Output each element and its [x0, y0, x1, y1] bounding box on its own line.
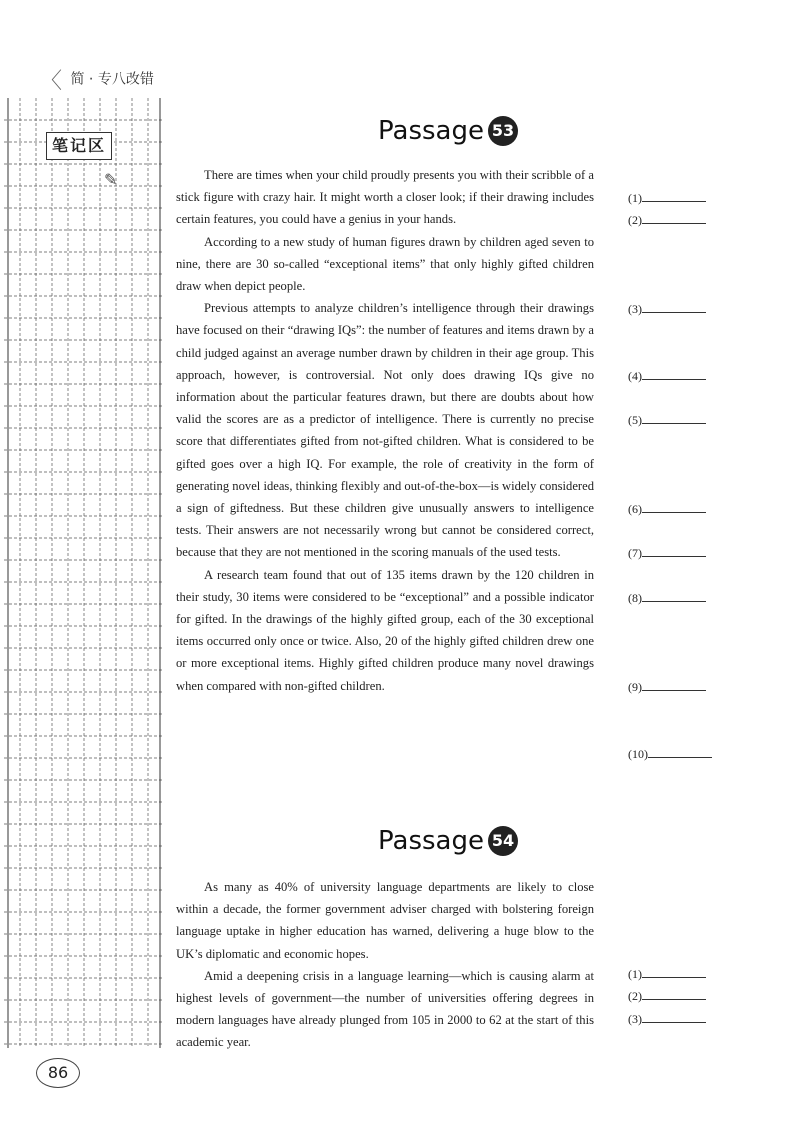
answer-blank[interactable]: (1) [628, 191, 706, 206]
paragraph: According to a new study of human figures drawn by children aged seven to nine, there are 30 so-called “exceptional items” that only highly gifted children draw when depict people. [176, 234, 594, 294]
chevron-left-icon: 〈 [40, 69, 63, 94]
passage-number-badge: 53 [488, 116, 518, 146]
answer-blank[interactable]: (3) [628, 302, 706, 317]
passage-title-label: Passage [378, 826, 484, 856]
pencil-icon: ✎ [104, 172, 118, 189]
paragraph: Amid a deepening crisis in a language learning—which is causing alarm at highest levels of government—the number of universities offering degrees in modern languages have already plunged from 105 in 2000 to 62 at the start of this academic year. [176, 968, 594, 1050]
answer-blank[interactable]: (8) [628, 591, 706, 606]
notes-area-title: 笔记区 [46, 132, 112, 160]
passage-54-body [176, 876, 594, 1054]
answer-blank[interactable]: (2) [628, 989, 706, 1004]
passage-53-body [176, 164, 594, 697]
answer-blank[interactable]: (6) [628, 502, 706, 517]
answer-blank[interactable]: (7) [628, 546, 706, 561]
section-header-label: 简 · 专八改错 [70, 71, 154, 88]
paragraph: A research team found that out of 135 items drawn by the 120 children in their study, 30 items were considered to be “exceptional” and a possible indicator for gifted. In the drawings of the highly gifted group, each of the 30 exceptional items occurred only once or twice. Also, 20 of the highly gifted children drew one or more exceptional items. Highly gifted children produce many novel drawings when compared with non-gifted children. [176, 567, 594, 693]
passage-53-title [378, 116, 518, 146]
passage-number-badge: 54 [488, 826, 518, 856]
paragraph: Previous attempts to analyze children’s intelligence through their drawings have focused on their “drawing IQs”: the number of features and items drawn by a child judged against an average number drawn by children in their age group. This approach, however, is controversial. Not only does drawing IQs give no information about the particular features drawn, but there are doubts about how valid the scores are as a predictor of intelligence. There is currently no precise score that differentiates gifted from not-gifted children. What is considered to be gifted goes over a high IQ. For example, the role of creativity in the form of generating novel ideas, thinking flexibly and out-of-the-box—is widely considered a sign of giftedness. But these children give unusually answers to intelligence tests. Their answers are not necessarily wrong but cannot be considered correct, because that they are not mentioned in the scoring manuals of the used tests. [176, 301, 594, 560]
answer-blank[interactable]: (5) [628, 413, 706, 428]
notes-grid [4, 98, 164, 1048]
answer-blank[interactable]: (2) [628, 213, 706, 228]
answer-blank[interactable]: (3) [628, 1012, 706, 1027]
page-number: 86 [36, 1058, 80, 1088]
paragraph: As many as 40% of university language departments are likely to close within a decade, the former government adviser charged with bolstering foreign language uptake in higher education has warned, delivering a huge blow to the UK’s diplomatic and economic hopes. [176, 880, 594, 961]
answer-blank[interactable]: (9) [628, 680, 706, 695]
answer-blank[interactable]: (1) [628, 967, 706, 982]
answer-blank[interactable]: (4) [628, 369, 706, 384]
section-header [40, 64, 154, 95]
answer-blank[interactable]: (10) [628, 747, 712, 762]
paragraph: There are times when your child proudly presents you with their scribble of a stick figure with crazy hair. It might worth a closer look; if their drawing includes certain features, you could have a genius in your hands. [176, 168, 594, 227]
passage-title-label: Passage [378, 116, 484, 146]
passage-54-title [378, 826, 518, 856]
